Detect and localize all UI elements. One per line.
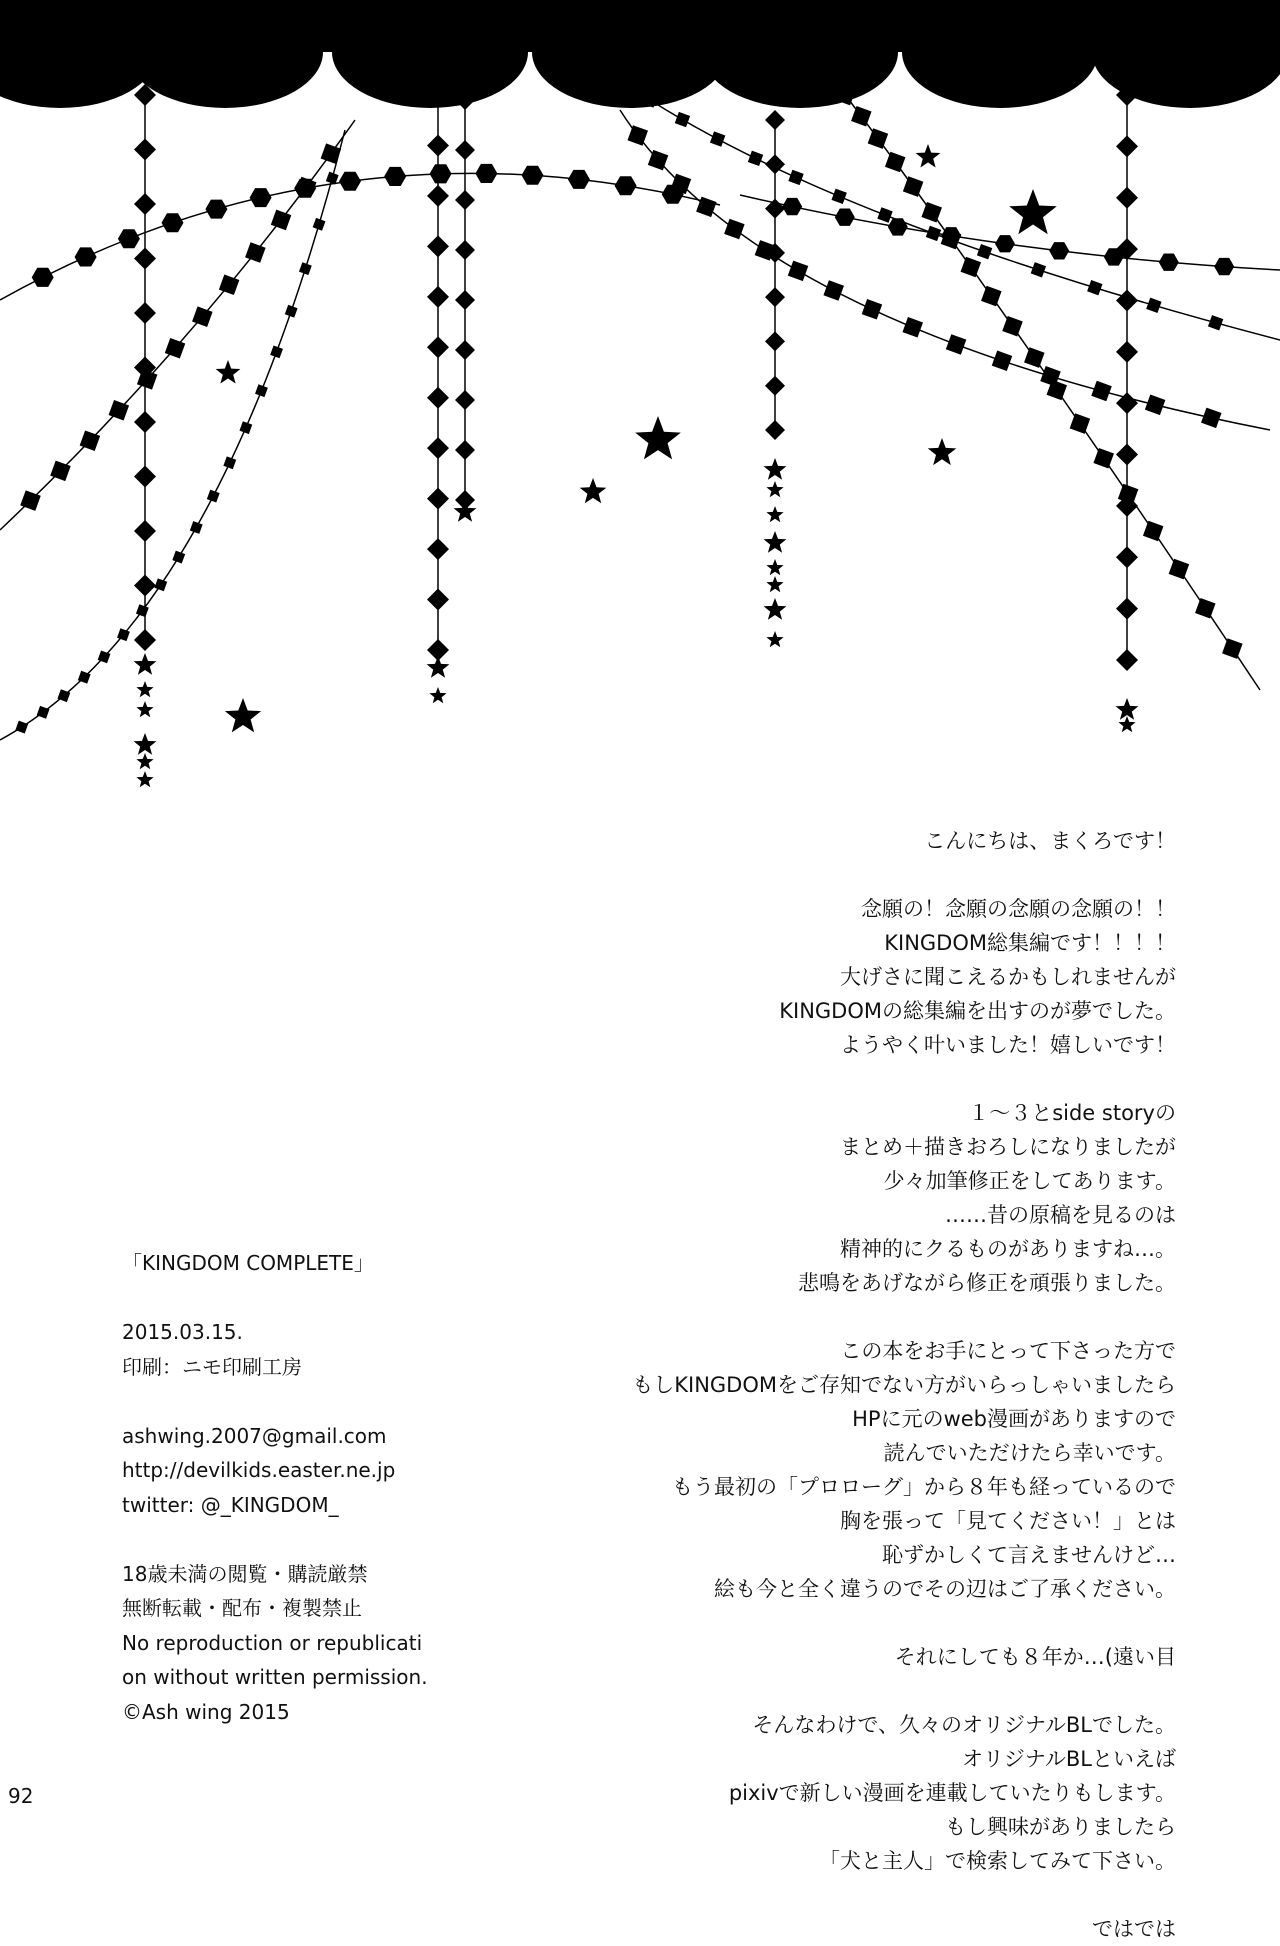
diamond-bead-icon — [1116, 341, 1138, 363]
diamond-bead-icon — [427, 488, 449, 510]
star-icon — [136, 753, 153, 769]
square-bead-icon — [219, 275, 240, 296]
square-bead-icon — [1002, 316, 1023, 337]
diamond-bead-icon — [427, 589, 449, 611]
square-bead-icon — [851, 106, 872, 127]
hexagon-bead-icon — [522, 166, 544, 185]
star-icon — [454, 500, 477, 522]
square-bead-icon — [136, 604, 149, 617]
diamond-bead-icon — [455, 140, 475, 160]
diamond-bead-icon — [1116, 546, 1138, 568]
scallop-icon — [332, 0, 528, 108]
diamond-bead-icon — [134, 193, 156, 215]
square-bead-icon — [190, 521, 203, 534]
hexagon-bead-icon — [1214, 258, 1234, 275]
diamond-bead-icon — [455, 440, 475, 460]
square-bead-icon — [207, 490, 220, 503]
square-bead-icon — [1143, 521, 1164, 542]
square-bead-icon — [921, 202, 942, 223]
scallop-icon — [902, 0, 1098, 108]
hexagon-bead-icon — [384, 167, 406, 186]
diamond-bead-icon — [134, 411, 156, 433]
square-bead-icon — [992, 351, 1013, 372]
diamond-bead-icon — [134, 302, 156, 324]
diamond-bead-icon — [134, 248, 156, 270]
square-bead-icon — [1195, 598, 1216, 619]
diamond-bead-icon — [1116, 135, 1138, 157]
diamond-bead-icon — [427, 336, 449, 358]
square-bead-icon — [1208, 315, 1223, 330]
message-line: 悲鳴をあげながら修正を頑張りました。 — [798, 1271, 1176, 1295]
scallop-icon — [127, 0, 323, 108]
message-line: 胸を張って「見てください！」とは — [840, 1509, 1176, 1533]
star-icon — [766, 631, 783, 647]
square-bead-icon — [877, 207, 892, 222]
diamond-bead-icon — [765, 331, 785, 351]
square-bead-icon — [946, 334, 967, 355]
garland-strand — [0, 173, 720, 300]
star-icon — [766, 481, 783, 497]
garland-strand — [620, 80, 1280, 340]
message-line: それにしても８年か…(遠い目 — [894, 1645, 1176, 1669]
hexagon-bead-icon — [835, 209, 855, 226]
square-bead-icon — [961, 257, 982, 278]
diamond-bead-icon — [1116, 289, 1138, 311]
diamond-bead-icon — [427, 134, 449, 156]
square-bead-icon — [154, 578, 167, 591]
square-bead-icon — [255, 384, 268, 397]
diamond-bead-icon — [765, 420, 785, 440]
star-icon — [1009, 189, 1057, 234]
message-line: KINGDOM総集編です！！！！ — [884, 931, 1176, 955]
square-bead-icon — [239, 421, 252, 434]
message-line: 念願の！念願の念願の念願の！！ — [861, 897, 1176, 921]
notice-line: 18歳未満の閲覧・購読厳禁 — [122, 1561, 368, 1586]
hexagon-bead-icon — [32, 268, 54, 287]
star-icon — [136, 701, 153, 717]
square-bead-icon — [862, 299, 883, 320]
diamond-bead-icon — [134, 466, 156, 488]
square-bead-icon — [902, 317, 923, 338]
square-bead-icon — [1091, 381, 1112, 402]
diamond-bead-icon — [455, 190, 475, 210]
notice-line: on without written permission. — [122, 1665, 428, 1689]
star-icon — [766, 506, 783, 522]
square-bead-icon — [299, 262, 312, 275]
diamond-bead-icon — [765, 376, 785, 396]
diamond-bead-icon — [134, 139, 156, 161]
square-bead-icon — [1169, 559, 1190, 580]
square-bead-icon — [1146, 298, 1161, 313]
diamond-bead-icon — [427, 387, 449, 409]
message-line: まとめ＋描きおろしになりましたが — [840, 1135, 1176, 1159]
square-bead-icon — [192, 306, 213, 327]
hexagon-bead-icon — [475, 164, 497, 183]
square-bead-icon — [926, 226, 941, 241]
author-message — [456, 824, 1176, 1946]
square-bead-icon — [823, 280, 844, 301]
garland-strand — [740, 195, 1280, 270]
contact-email: ashwing.2007@gmail.com — [122, 1423, 387, 1448]
square-bead-icon — [285, 305, 298, 318]
website-url: http://devilkids.easter.ne.jp — [122, 1458, 396, 1482]
square-bead-icon — [1201, 408, 1222, 429]
square-bead-icon — [710, 131, 725, 146]
diamond-bead-icon — [455, 340, 475, 360]
star-icon — [766, 559, 783, 575]
hexagon-bead-icon — [118, 229, 140, 248]
star-icon — [764, 598, 787, 620]
message-line: もし興味がありましたら — [945, 1815, 1176, 1839]
message-line: HPに元のweb漫画がありますので — [852, 1407, 1176, 1431]
printer-info: 印刷：ニモ印刷工房 — [122, 1354, 302, 1379]
star-icon — [916, 144, 941, 168]
message-line: 精神的にクるものがありますね…。 — [840, 1237, 1176, 1261]
star-icon — [928, 438, 957, 465]
message-line: ようやく叶いました！嬉しいです！ — [840, 1033, 1176, 1057]
message-line: この本をお手にとって下さった方で — [840, 1339, 1176, 1363]
diamond-bead-icon — [1116, 598, 1138, 620]
square-bead-icon — [321, 143, 342, 164]
diamond-bead-icon — [455, 390, 475, 410]
diamond-bead-icon — [1116, 649, 1138, 671]
square-bead-icon — [1145, 395, 1166, 416]
diamond-bead-icon — [455, 290, 475, 310]
square-bead-icon — [270, 345, 283, 358]
greeting: こんにちは、まくろです！ — [924, 829, 1176, 853]
message-line: オリジナルBLといえば — [961, 1747, 1176, 1771]
diamond-bead-icon — [427, 185, 449, 207]
message-line: KINGDOMの総集編を出すのが夢でした。 — [779, 999, 1176, 1023]
star-icon — [635, 416, 681, 459]
square-bead-icon — [831, 189, 846, 204]
star-icon — [764, 531, 787, 553]
square-bead-icon — [1093, 448, 1114, 469]
star-icon — [134, 733, 157, 755]
hexagon-bead-icon — [995, 235, 1015, 252]
diamond-bead-icon — [134, 520, 156, 542]
garland-decoration — [0, 0, 1280, 790]
square-bead-icon — [748, 151, 763, 166]
page-number: 92 — [8, 1784, 34, 1808]
star-icon — [766, 576, 783, 592]
diamond-bead-icon — [427, 538, 449, 560]
square-bead-icon — [788, 261, 809, 282]
star-icon — [580, 478, 607, 503]
square-bead-icon — [223, 456, 236, 469]
message-line: 恥ずかしくて言えませんけど… — [882, 1543, 1176, 1567]
hexagon-bead-icon — [888, 218, 908, 235]
message-line: もしKINGDOMをご存知でない方がいらっしゃいましたら — [632, 1373, 1176, 1397]
diamond-bead-icon — [1116, 444, 1138, 466]
star-icon — [216, 360, 241, 384]
message-line: 読んでいただけたら幸いです。 — [883, 1441, 1176, 1465]
message-line: そんなわけで、久々のオリジナルBLでした。 — [752, 1713, 1176, 1737]
diamond-bead-icon — [427, 437, 449, 459]
square-bead-icon — [788, 170, 803, 185]
message-line: もう最初の「プロローグ」から８年も経っているので — [672, 1475, 1176, 1499]
square-bead-icon — [981, 286, 1002, 307]
hexagon-bead-icon — [1159, 254, 1179, 271]
square-bead-icon — [37, 706, 50, 719]
square-bead-icon — [1087, 280, 1102, 295]
star-icon — [427, 656, 450, 678]
message-line: 絵も今と全く違うのでその辺はご了承ください。 — [714, 1577, 1176, 1601]
hexagon-bead-icon — [782, 198, 802, 215]
star-icon — [225, 698, 261, 732]
hexagon-bead-icon — [250, 188, 272, 207]
square-bead-icon — [245, 242, 266, 263]
square-bead-icon — [977, 244, 992, 259]
square-bead-icon — [885, 152, 906, 173]
diamond-bead-icon — [1116, 187, 1138, 209]
hexagon-bead-icon — [75, 247, 97, 266]
star-icon — [134, 653, 157, 675]
star-icon — [136, 771, 153, 787]
hexagon-bead-icon — [339, 172, 361, 191]
diamond-bead-icon — [765, 110, 785, 130]
publish-date: 2015.03.15. — [122, 1320, 243, 1344]
diamond-bead-icon — [427, 286, 449, 308]
square-bead-icon — [903, 176, 924, 197]
star-icon — [764, 458, 787, 480]
square-bead-icon — [675, 112, 690, 127]
message-line: pixivで新しい漫画を連載していたりもします。 — [728, 1781, 1176, 1805]
twitter-handle: twitter: @_KINGDOM_ — [122, 1492, 339, 1517]
hexagon-bead-icon — [205, 200, 227, 219]
square-bead-icon — [724, 219, 745, 240]
hexagon-bead-icon — [430, 164, 452, 183]
message-line: 大げさに聞こえるかもしれませんが — [840, 965, 1176, 989]
square-bead-icon — [15, 721, 28, 734]
message-line: 少々加筆修正をしてあります。 — [883, 1169, 1176, 1193]
book-title: 「KINGDOM COMPLETE」 — [122, 1251, 374, 1275]
square-bead-icon — [1024, 347, 1045, 368]
scallop-icon — [702, 0, 898, 108]
message-line: １～３とside storyの — [968, 1101, 1176, 1125]
hexagon-bead-icon — [1049, 242, 1069, 259]
square-bead-icon — [627, 125, 648, 146]
signoff: ではでは — [1092, 1917, 1176, 1941]
square-bead-icon — [271, 210, 292, 231]
notice-line: 無断転載・配布・複製禁止 — [122, 1596, 362, 1620]
hexagon-bead-icon — [162, 213, 184, 232]
colophon — [122, 1246, 482, 1729]
diamond-bead-icon — [134, 629, 156, 651]
diamond-bead-icon — [765, 287, 785, 307]
diamond-bead-icon — [427, 235, 449, 257]
square-bead-icon — [1222, 638, 1243, 659]
hexagon-bead-icon — [568, 170, 590, 189]
copyright: ©Ash wing 2015 — [122, 1699, 290, 1724]
message-line: ……昔の原稿を見るのは — [945, 1203, 1176, 1227]
diamond-bead-icon — [134, 575, 156, 597]
square-bead-icon — [868, 128, 889, 149]
star-icon — [136, 681, 153, 697]
square-bead-icon — [1070, 413, 1091, 434]
notice-line: No reproduction or republicati — [122, 1630, 423, 1655]
hexagon-bead-icon — [615, 176, 637, 195]
diamond-bead-icon — [455, 240, 475, 260]
square-bead-icon — [313, 218, 326, 231]
scallop-icon — [532, 0, 728, 108]
message-line: 「犬と主人」で検索してみて下さい。 — [819, 1849, 1176, 1873]
star-icon — [429, 687, 446, 703]
square-bead-icon — [172, 551, 185, 564]
square-bead-icon — [1031, 262, 1046, 277]
